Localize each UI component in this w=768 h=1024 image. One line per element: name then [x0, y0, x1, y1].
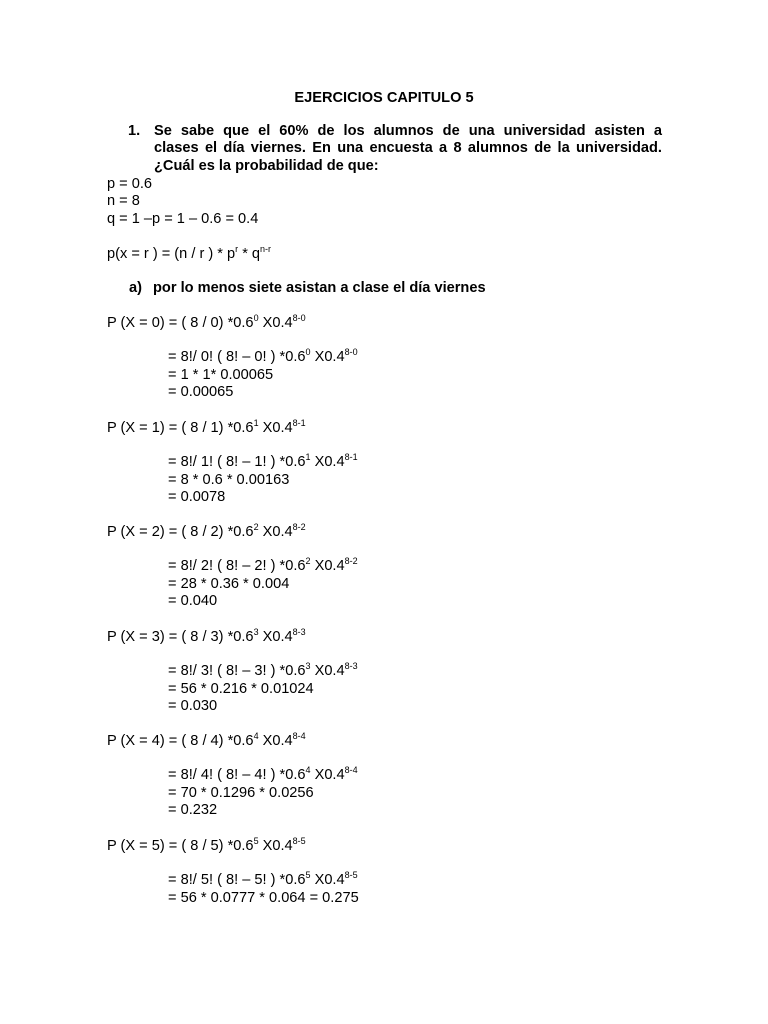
param-p: p = 0.6 [107, 176, 153, 192]
equation-text: X0.4 [310, 349, 345, 365]
step-expansion [168, 349, 358, 366]
step-calculation: = 1 * 1* 0.00065 [168, 367, 274, 383]
step-heading [107, 626, 306, 646]
equation-exponent: 8-0 [292, 313, 306, 323]
formula-text: * q [238, 246, 261, 262]
equation-text: X0.4 [258, 315, 293, 331]
equation-text: X0.4 [258, 524, 293, 540]
param-q: q = 1 –p = 1 – 0.6 = 0.4 [107, 211, 259, 227]
step-expansion [168, 869, 358, 889]
equation-exponent: 1 [305, 451, 311, 462]
equation-exponent: 0 [305, 347, 311, 357]
equation-text: X0.4 [310, 662, 345, 679]
equation-exponent: 2 [305, 556, 311, 566]
equation-exponent: 1 [253, 417, 259, 428]
equation-text: X0.4 [310, 871, 345, 888]
step-result: = 0.030 [168, 697, 218, 714]
equation-exponent: 8-0 [344, 347, 358, 357]
equation-exponent: 8-2 [292, 522, 306, 532]
step-expansion [168, 451, 358, 471]
equation-text: P (X = 4) = ( 8 / 4) *0.6 [107, 733, 254, 749]
equation-exponent: 8-1 [344, 451, 358, 462]
equation-text: = 8!/ 5! ( 8! – 5! ) *0.6 [168, 871, 306, 888]
equation-exponent: 8-4 [344, 765, 358, 775]
formula-text: p(x = r ) = (n / r ) * p [107, 246, 236, 262]
equation-exponent: 2 [253, 522, 259, 532]
equation-exponent: 8-3 [292, 626, 306, 637]
question-line: ¿Cuál es la probabilidad de que: [154, 157, 379, 174]
step-heading [107, 835, 306, 855]
equation-exponent: 8-5 [292, 835, 306, 846]
step-heading [107, 417, 306, 437]
equation-exponent: 8-1 [292, 417, 306, 428]
formula-exponent: r [235, 244, 239, 254]
equation-text: X0.4 [310, 558, 345, 574]
equation-exponent: 4 [305, 765, 311, 775]
equation-text: P (X = 3) = ( 8 / 3) *0.6 [107, 628, 254, 645]
equation-text: X0.4 [258, 733, 293, 749]
formula-exponent: n-r [260, 244, 272, 254]
step-result: = 0.0078 [168, 488, 226, 505]
equation-text: = 8!/ 0! ( 8! – 0! ) *0.6 [168, 349, 306, 365]
equation-text: = 8!/ 2! ( 8! – 2! ) *0.6 [168, 558, 306, 574]
param-n: n = 8 [107, 193, 140, 209]
equation-exponent: 8-3 [344, 660, 358, 671]
equation-text: P (X = 2) = ( 8 / 2) *0.6 [107, 524, 254, 540]
step-calculation: = 56 * 0.216 * 0.01024 [168, 680, 314, 697]
question-line: clases el día viernes. En una encuesta a 8 alumnos de la universidad. [154, 140, 662, 157]
step-heading [107, 524, 306, 541]
equation-text: P (X = 0) = ( 8 / 0) *0.6 [107, 315, 254, 331]
equation-exponent: 5 [253, 835, 259, 846]
document-title: EJERCICIOS CAPITULO 5 [294, 90, 474, 106]
step-expansion [168, 660, 358, 680]
equation-text: = 8!/ 3! ( 8! – 3! ) *0.6 [168, 662, 306, 679]
equation-exponent: 3 [305, 660, 311, 671]
step-heading [107, 315, 306, 332]
step-calculation: = 8 * 0.6 * 0.00163 [168, 471, 290, 488]
equation-text: X0.4 [258, 419, 293, 436]
binomial-formula [107, 246, 271, 263]
equation-text: P (X = 1) = ( 8 / 1) *0.6 [107, 419, 254, 436]
equation-exponent: 8-5 [344, 869, 358, 880]
equation-exponent: 8-2 [344, 556, 358, 566]
part-a-text: por lo menos siete asistan a clase el día viernes [153, 280, 486, 296]
equation-text: = 8!/ 4! ( 8! – 4! ) *0.6 [168, 767, 306, 783]
equation-text: X0.4 [258, 628, 293, 645]
equation-exponent: 8-4 [292, 731, 306, 741]
question-line: Se sabe que el 60% de los alumnos de una universidad asisten a [154, 123, 662, 139]
equation-text: P (X = 5) = ( 8 / 5) *0.6 [107, 837, 254, 854]
equation-text: X0.4 [310, 767, 345, 783]
step-result: = 0.232 [168, 802, 218, 818]
equation-text: X0.4 [258, 837, 293, 854]
question-number: 1. [128, 123, 141, 139]
equation-text: = 8!/ 1! ( 8! – 1! ) *0.6 [168, 453, 306, 470]
step-calculation: = 28 * 0.36 * 0.004 [168, 576, 290, 592]
step-expansion [168, 558, 358, 575]
part-a-label: a) [129, 280, 142, 296]
equation-text: X0.4 [310, 453, 345, 470]
step-calculation: = 70 * 0.1296 * 0.0256 [168, 785, 314, 801]
step-calculation: = 56 * 0.0777 * 0.064 = 0.275 [168, 889, 359, 906]
equation-exponent: 4 [253, 731, 259, 741]
question-text [154, 123, 662, 175]
equation-exponent: 0 [253, 313, 259, 323]
equation-exponent: 3 [253, 626, 259, 637]
equation-exponent: 5 [305, 869, 311, 880]
step-heading [107, 733, 306, 750]
step-result: = 0.040 [168, 593, 218, 609]
step-result: = 0.00065 [168, 384, 234, 400]
step-expansion [168, 767, 358, 784]
